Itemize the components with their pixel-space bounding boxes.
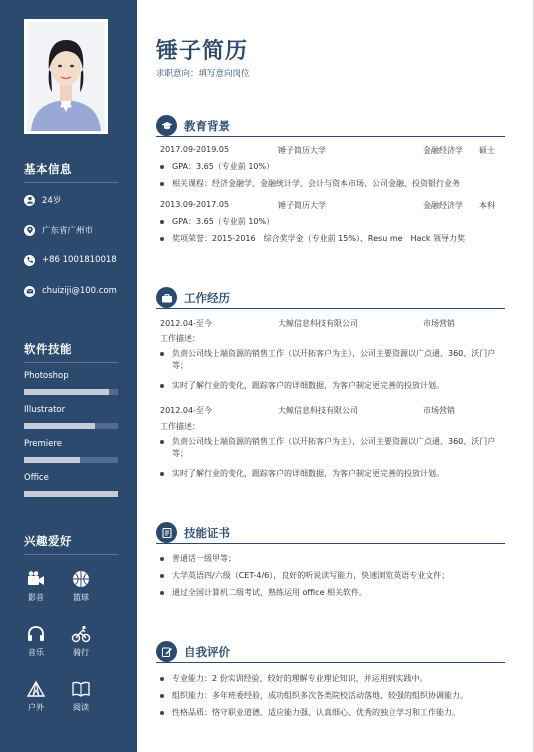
bullet	[160, 384, 164, 388]
skill-level-fill	[24, 389, 109, 395]
section-divider	[156, 543, 505, 544]
hobbies-heading: 兴趣爱好	[24, 534, 72, 548]
list-item: GPA：3.65（专业前 10%）	[160, 216, 274, 228]
bullet	[160, 574, 164, 578]
edu-major: 金融经济学	[423, 146, 463, 155]
divider	[24, 182, 118, 183]
certificate-icon	[156, 522, 177, 543]
divider	[24, 362, 118, 363]
work-company: 大鲸信息科技有限公司	[278, 319, 358, 328]
work-role: 市场营销	[423, 406, 455, 415]
age-row	[24, 193, 61, 207]
skill-level-bar	[24, 457, 118, 463]
hobby-label: 骑行	[73, 648, 89, 657]
age-text: 24岁	[42, 196, 62, 206]
skill-name: Illustrator	[24, 405, 66, 415]
education-section-header	[156, 115, 505, 137]
profile-photo	[27, 22, 105, 131]
work-desc-label: 工作描述：	[160, 422, 200, 431]
edu-school: 锤子简历大学	[278, 146, 326, 155]
user-icon	[24, 195, 35, 206]
list-item: 实时了解行业的变化，跟踪客户的详细数据，为客户制定更完善的投放计划。	[160, 380, 505, 392]
list-item: GPA：3.65（专业前 10%）	[160, 161, 274, 173]
bullet	[160, 472, 164, 476]
hobby-music	[21, 624, 51, 658]
list-item: 性格品质：恪守职业道德、适应能力强、认真细心、优秀的独立学习和工作能力。	[160, 707, 460, 719]
bullet	[160, 237, 164, 241]
skill-name: Photoshop	[24, 371, 69, 381]
hobby-video	[21, 569, 51, 603]
list-item: 实时了解行业的变化，跟踪客户的详细数据，为客户制定更完善的投放计划。	[160, 468, 505, 480]
hobby-basketball	[66, 569, 96, 603]
phone-row	[24, 253, 117, 267]
hobby-label: 阅读	[73, 703, 89, 712]
section-title: 教育背景	[184, 119, 230, 133]
hobby-label: 音乐	[28, 648, 44, 657]
email-row	[24, 284, 117, 298]
list-item: 普通话一级甲等；	[160, 553, 236, 565]
hobby-cycling	[66, 624, 96, 658]
book-icon	[71, 679, 91, 699]
bullet	[160, 711, 164, 715]
work-role: 市场营销	[423, 319, 455, 328]
basketball-icon	[71, 569, 91, 589]
edu-degree: 本科	[479, 201, 495, 210]
work-period: 2012.04-至今	[160, 319, 212, 328]
bullet	[160, 591, 164, 595]
list-item: 负责公司线上端资源的销售工作（以开拓客户为主），公司主要资源以广点通、360、沃门户等；	[160, 436, 505, 460]
cycling-icon	[71, 624, 91, 644]
bullet	[160, 182, 164, 186]
hobby-label: 户外	[28, 703, 44, 712]
bullet	[160, 352, 164, 356]
work-period: 2012.04-至今	[160, 406, 212, 415]
video-camera-icon	[26, 569, 46, 589]
sidebar	[0, 0, 137, 752]
section-title: 自我评价	[184, 645, 230, 659]
edit-icon	[156, 641, 177, 662]
skill-level-fill	[24, 491, 118, 497]
graduation-cap-icon	[156, 115, 177, 136]
section-title: 工作经历	[184, 291, 230, 305]
email-icon	[24, 286, 35, 297]
list-item: 通过全国计算机二级考试，熟练运用 office 相关软件。	[160, 587, 367, 599]
skill-name: Premiere	[24, 439, 62, 449]
list-item: 负责公司线上端资源的销售工作（以开拓客户为主），公司主要资源以广点通、360、沃门户等；	[160, 348, 505, 372]
edu-major: 金融经济学	[423, 201, 463, 210]
hobby-label: 影音	[28, 593, 44, 602]
bullet	[160, 165, 164, 169]
edu-period: 2017.09-2019.05	[160, 145, 230, 154]
bullet	[160, 557, 164, 561]
section-divider	[156, 136, 505, 137]
section-divider	[156, 662, 505, 663]
edu-school: 锤子简历大学	[278, 201, 326, 210]
hobby-reading	[66, 679, 96, 713]
skill-level-fill	[24, 423, 95, 429]
tent-icon	[26, 679, 46, 699]
section-divider	[156, 308, 505, 309]
list-item: 相关课程：经济金融学、金融统计学、会计与资本市场、公司金融、投资银行业务	[160, 178, 460, 190]
bullet	[160, 694, 164, 698]
section-title: 技能证书	[184, 526, 230, 540]
certs-section-header	[156, 522, 505, 544]
skill-name: Office	[24, 473, 49, 483]
email-text: chuiziji@100.com	[42, 286, 117, 296]
edu-degree: 硕士	[479, 146, 495, 155]
hobby-outdoor	[21, 679, 51, 713]
self-eval-section-header	[156, 641, 505, 663]
headphones-icon	[26, 624, 46, 644]
skills-heading: 软件技能	[24, 342, 72, 356]
location-row	[24, 223, 93, 237]
work-desc-label: 工作描述：	[160, 334, 200, 343]
list-item: 组织能力：多年班委经验，成功组织多次各类院校活动落地，较强的组织协调能力。	[160, 690, 468, 702]
hobby-label: 篮球	[73, 593, 89, 602]
list-item: 大学英语四/六级（CET-4/6），良好的听说读写能力，快速浏览英语专业文件；	[160, 570, 449, 582]
location-pin-icon	[24, 225, 35, 236]
profile-photo-frame	[24, 19, 108, 134]
basic-info-heading: 基本信息	[24, 162, 72, 176]
work-section-header	[156, 287, 505, 309]
list-item: 专业能力：2 份实训经验，较好的理解专业理论知识，并运用到实践中。	[160, 673, 428, 685]
divider	[24, 554, 118, 555]
skill-level-bar	[24, 491, 118, 497]
phone-text: +86 1001810018	[42, 255, 117, 265]
skill-level-bar	[24, 389, 118, 395]
job-intention: 求职意向：填写意向岗位	[156, 69, 250, 79]
location-text: 广东省广州市	[42, 226, 94, 236]
briefcase-icon	[156, 287, 177, 308]
work-company: 大鲸信息科技有限公司	[278, 406, 358, 415]
phone-icon	[24, 255, 35, 266]
bullet	[160, 440, 164, 444]
skill-level-fill	[24, 457, 80, 463]
list-item: 奖项荣誉：2015-2016 综合奖学金（专业前 15%）、Resu me Hack 领导力奖	[160, 233, 465, 245]
skill-level-bar	[24, 423, 118, 429]
bullet	[160, 220, 164, 224]
page-title: 锤子简历	[156, 39, 249, 64]
bullet	[160, 677, 164, 681]
edu-period: 2013.09-2017.05	[160, 200, 230, 209]
